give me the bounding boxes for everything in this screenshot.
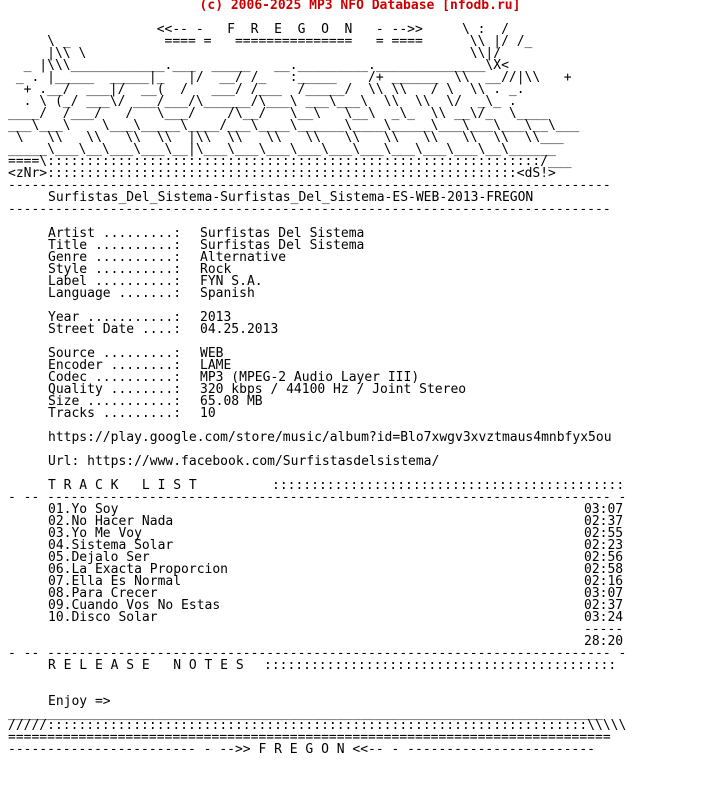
info-value: Surfistas Del Sistema: [200, 238, 365, 253]
footer-equals: =============================================================================: [8, 730, 611, 745]
total-time: 28:20: [584, 634, 624, 649]
store-url: https://play.google.com/store/music/album?id=Blo7xwgv3xvztmaus4mnbfyx5ou: [48, 430, 612, 445]
info-value: 10: [200, 406, 216, 421]
track-list-fill: :::::::::::::::::::::::::::::::::::::::::::::: [272, 478, 625, 493]
logo-line: _ . |_____ _____|_ |/ __/ /_ :_____ /+ ______ \\ __//|\\ +: [8, 70, 572, 85]
info-value: Rock: [200, 262, 232, 277]
info-key: Year ...........:: [48, 310, 182, 325]
info-key: Style ..........:: [48, 262, 182, 277]
info-value: Alternative: [200, 250, 287, 265]
track-name: 02.No Hacer Nada: [48, 514, 174, 529]
logo-line: . \ (_/ ___\/ ___/___/\______/\___\ ___\___\ \\ \\ \/ _\_ .: [8, 94, 517, 109]
release-notes-text: Enjoy =>: [48, 694, 111, 709]
author-tag: <dS!>: [516, 166, 556, 181]
info-key: Street Date ....:: [48, 322, 182, 337]
rule: -----------------------------------------------------------------------------: [8, 202, 611, 217]
track-time: 02:55: [584, 526, 624, 541]
track-name: 06.La Exacta Proporcion: [48, 562, 229, 577]
web-url: Url: https://www.facebook.com/Surfistasdelsistema/: [48, 454, 440, 469]
logo-line: \ \\ \\ \\ \\ |\\ \\ \\ \\ \\ \\ \\ \\ \\ \\___: [8, 130, 564, 145]
info-key: Artist .........:: [48, 226, 182, 241]
separator-fill: ::::::::::::::::::::::::::::::::::::::::::::::::::::::::::::: [47, 166, 517, 181]
logo-line: ====\:::::::::::::::::::::::::::::::::::::::::::::::::::::::::::::::/___: [8, 154, 572, 169]
nfodb-header: (c) 2006-2025 MP3 NFO Database [nfodb.ru]: [199, 0, 521, 13]
info-value: MP3 (MPEG-2 Audio Layer III): [200, 370, 420, 385]
track-time: 02:58: [584, 562, 624, 577]
footer-rule: ____________________________________________________________________________: [8, 706, 603, 721]
track-name: 01.Yo Soy: [48, 502, 119, 517]
track-time: 02:23: [584, 538, 624, 553]
section-rule: - -- ------------------------------------------------------------------------ -: [8, 646, 627, 661]
track-name: 07.Ella Es Normal: [48, 574, 182, 589]
track-time: 02:16: [584, 574, 624, 589]
info-value: LAME: [200, 358, 232, 373]
release-notes-heading: R E L E A S E N O T E S: [48, 658, 244, 673]
track-name: 03.Yo Me Voy: [48, 526, 142, 541]
logo-line: ____/ /___/ / \___/ /\__/ \__\ \__\ _\_ \\ __\/_ \____: [8, 106, 549, 121]
track-list-heading: T R A C K L I S T: [48, 478, 197, 493]
logo-line: \ _ ==== = =============== = ==== \\ |/ /_: [8, 34, 533, 49]
track-name: 05.Dejalo Ser: [48, 550, 150, 565]
info-value: 320 kbps / 44100 Hz / Joint Stereo: [200, 382, 467, 397]
info-key: Language .......:: [48, 286, 182, 301]
logo-line: _____\___\__\___\___\__|\___\___\___\___\___\___\___\___\___\__\______: [8, 142, 556, 157]
track-time: 02:37: [584, 514, 624, 529]
release-notes-fill: :::::::::::::::::::::::::::::::::::::::::::::: [264, 658, 617, 673]
info-key: Quality ........:: [48, 382, 182, 397]
track-name: 10.Disco Solar: [48, 610, 158, 625]
info-key: Genre ..........:: [48, 250, 182, 265]
info-value: Surfistas Del Sistema: [200, 226, 365, 241]
total-rule: -----: [584, 622, 624, 637]
track-time: 02:37: [584, 598, 624, 613]
logo-line: <<-- - F R E G O N - -->> \ : /: [8, 22, 509, 37]
info-value: FYN S.A.: [200, 274, 263, 289]
info-key: Tracks .........:: [48, 406, 182, 421]
rule: -----------------------------------------------------------------------------: [8, 178, 611, 193]
info-value: 04.25.2013: [200, 322, 279, 337]
info-value: 2013: [200, 310, 232, 325]
info-key: Encoder ........:: [48, 358, 182, 373]
track-time: 03:24: [584, 610, 624, 625]
info-key: Source .........:: [48, 346, 182, 361]
release-name: Surfistas_Del_Sistema-Surfistas_Del_Sistema-ES-WEB-2013-FREGON: [48, 190, 534, 205]
info-key: Codec ..........:: [48, 370, 182, 385]
logo-line: |\\ \ \\|/: [8, 46, 502, 61]
track-name: 08.Para Crecer: [48, 586, 158, 601]
track-time: 03:07: [584, 502, 624, 517]
info-value: Spanish: [200, 286, 255, 301]
section-rule: - -- ------------------------------------------------------------------------ -: [8, 490, 627, 505]
track-time: 02:56: [584, 550, 624, 565]
logo-line: ___\___\ \___\_____\____/___\____\______\____\_____\___\___\___\__\___: [8, 118, 580, 133]
info-value: WEB: [200, 346, 224, 361]
info-value: 65.08 MB: [200, 394, 263, 409]
logo-line: _ |\\\____________.___ _____ __._________.______________\X<: [8, 58, 509, 73]
info-key: Title ..........:: [48, 238, 182, 253]
info-key: Size ...........:: [48, 394, 182, 409]
group-tag: <zNr>: [8, 166, 48, 181]
track-name: 09.Cuando Vos No Estas: [48, 598, 221, 613]
track-time: 03:07: [584, 586, 624, 601]
track-name: 04.Sistema Solar: [48, 538, 174, 553]
footer-signature: ------------------------ - -->> F R E G O N <<-- - ------------------------: [8, 742, 595, 757]
logo-line: + .__/ ___|/ __( / ___/ /___ /_____/ \\ \\ / \ \\ . _.: [8, 82, 525, 97]
info-key: Label ..........:: [48, 274, 182, 289]
footer-border: /////:::::::::::::::::::::::::::::::::::::::::::::::::::::::::::::::::::::\\\\\: [8, 718, 627, 733]
